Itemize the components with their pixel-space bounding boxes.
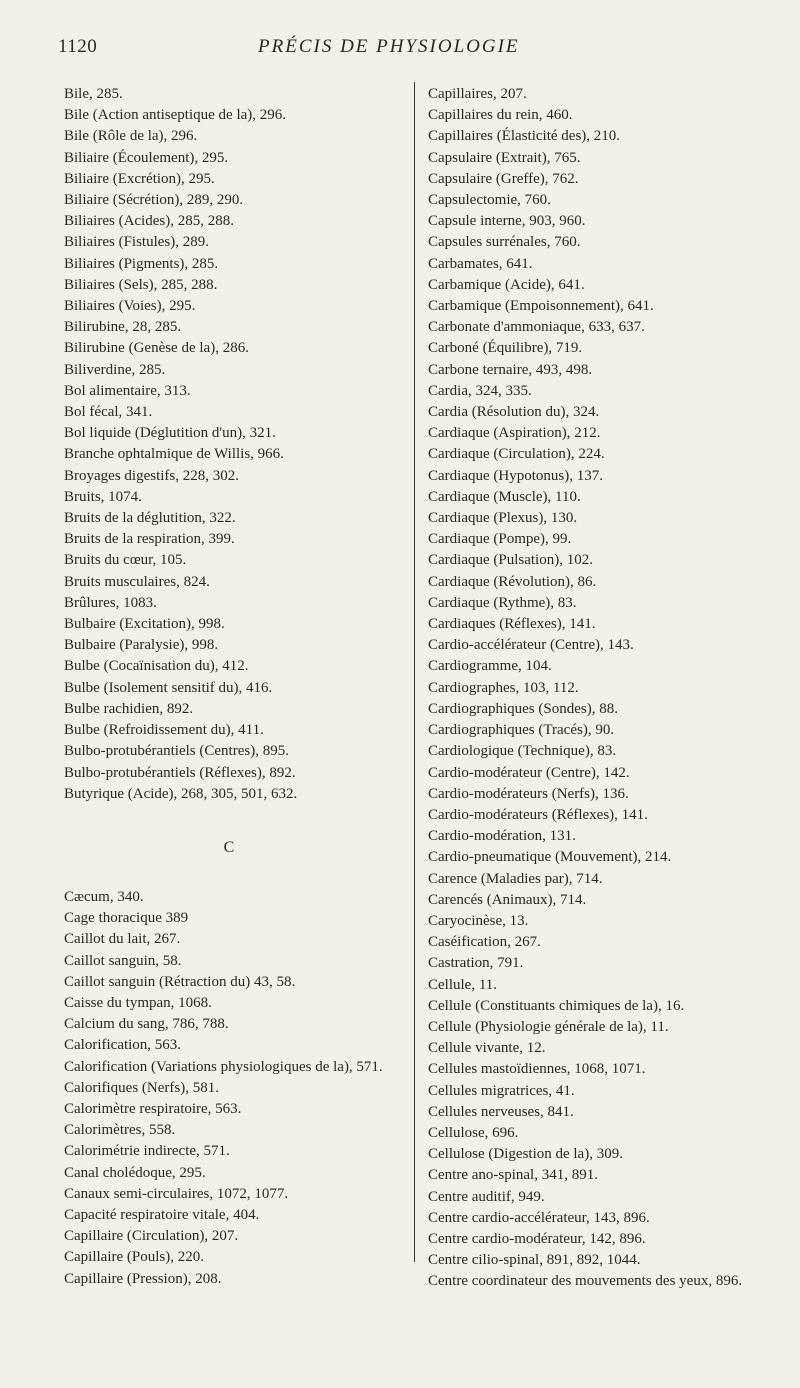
index-entry: Cellules nerveuses, 841. (428, 1103, 574, 1120)
index-entry: Caillot sanguin, 58. (64, 952, 182, 969)
index-entry: Bile (Action antiseptique de la), 296. (64, 107, 287, 124)
index-entry: Cardiaques (Réflexes), 141. (428, 616, 596, 633)
page-header (0, 36, 800, 64)
index-entry: Cellule, 11. (428, 976, 498, 993)
index-entry: Capacité respiratoire vitale, 404. (64, 1206, 260, 1223)
index-entry: Bile, 285. (64, 86, 123, 102)
index-entry: Capillaire (Pouls), 220. (64, 1249, 204, 1266)
index-entry: Bol fécal, 341. (64, 404, 153, 421)
index-entry: Carence (Maladies par), 714. (428, 870, 603, 887)
index-entry: Cardiologique (Technique), 83. (428, 743, 617, 760)
index-entry: Cæcum, 340. (64, 888, 144, 905)
index-entry: Calorimètres, 558. (64, 1122, 176, 1139)
index-entry: Cardiaque (Muscle), 110. (428, 488, 581, 505)
index-entry: Bulbo-protubérantiels (Centres), 895. (64, 743, 289, 760)
index-entry: Calorimètre respiratoire, 563. (64, 1100, 242, 1117)
index-entry: Biliaires (Pigments), 285. (64, 255, 219, 272)
index-entry: Cardiaque (Rythme), 83. (428, 594, 577, 611)
index-entry: Broyages digestifs, 228, 302. (64, 467, 239, 484)
index-entry: Cellule (Physiologie générale de la), 11. (428, 1018, 669, 1035)
index-entry: Capillaires, 207. (428, 86, 527, 102)
index-entry: Butyrique (Acide), 268, 305, 501, 632. (64, 785, 298, 802)
index-entry: Bruits musculaires, 824. (64, 573, 210, 590)
index-entry: Centre ano-spinal, 341, 891. (428, 1167, 598, 1184)
index-entry: Capillaires (Élasticité des), 210. (428, 128, 621, 145)
index-entry: Caséification, 267. (428, 934, 541, 951)
index-entry: Cardio-modérateur (Centre), 142. (428, 764, 630, 781)
index-entry: Bulbaire (Excitation), 998. (64, 616, 225, 633)
index-entry: Carbone ternaire, 493, 498. (428, 361, 593, 378)
index-entry: Biliaires (Sels), 285, 288. (64, 276, 218, 293)
index-entry: Caryocinèse, 13. (428, 912, 529, 929)
index-entry: Centre cilio-spinal, 891, 892, 1044. (428, 1252, 641, 1269)
index-entry: Cardiaque (Hypotonus), 137. (428, 467, 603, 484)
index-entry: Carbamates, 641. (428, 255, 533, 272)
index-entry: Cardio-accélérateur (Centre), 143. (428, 637, 634, 654)
index-entry: Calorifiques (Nerfs), 581. (64, 1079, 219, 1096)
index-entry: Capillaires du rein, 460. (428, 107, 573, 124)
index-entry: Cardiaque (Révolution), 86. (428, 573, 597, 590)
index-entry: Cardio-pneumatique (Mouvement), 214. (428, 849, 672, 866)
index-entry: Bol alimentaire, 313. (64, 382, 191, 399)
index-entry: Carencés (Animaux), 714. (428, 891, 587, 908)
index-entry: Cardio-modérateurs (Nerfs), 136. (428, 785, 629, 802)
index-entry: Cellulose, 696. (428, 1124, 519, 1141)
index-entry: Cellule vivante, 12. (428, 1040, 546, 1057)
index-entry: Biliaire (Excrétion), 295. (64, 170, 215, 187)
index-entry: Bilirubine, 28, 285. (64, 319, 182, 336)
index-entry: Cardiaque (Plexus), 130. (428, 510, 578, 527)
index-entries-right (428, 84, 773, 1293)
index-entry: Capsulaire (Greffe), 762. (428, 170, 579, 187)
index-entry: Biliaires (Voies), 295. (64, 298, 196, 315)
index-entry: Calcium du sang, 786, 788. (64, 1016, 229, 1033)
index-entry: Centre cardio-modérateur, 142, 896. (428, 1230, 646, 1247)
index-entry: Bulbe (Refroidissement du), 411. (64, 722, 264, 739)
index-entry: Brûlures, 1083. (64, 594, 157, 611)
index-entry: Capillaire (Circulation), 207. (64, 1228, 239, 1245)
index-entry: Cellules mastoïdiennes, 1068, 1071. (428, 1061, 646, 1078)
index-entry: Cardiographes, 103, 112. (428, 679, 579, 696)
index-entry: Canaux semi-circulaires, 1072, 1077. (64, 1185, 289, 1202)
running-title: PRÉCIS DE PHYSIOLOGIE (258, 36, 520, 57)
index-entry: Castration, 791. (428, 955, 524, 972)
index-entry: Cardia (Résolution du), 324. (428, 404, 600, 421)
index-entry: Branche ophtalmique de Willis, 966. (64, 446, 284, 463)
index-entry: Biliaire (Écoulement), 295. (64, 149, 229, 166)
index-entry: Cellulose (Digestion de la), 309. (428, 1146, 623, 1163)
index-entry: Cage thoracique 389 (64, 910, 189, 927)
index-entry: Cardio-modérateurs (Réflexes), 141. (428, 806, 648, 823)
index-entry: Bulbo-protubérantiels (Réflexes), 892. (64, 764, 296, 781)
index-entries-b (64, 84, 394, 805)
index-entry: Carbamique (Acide), 641. (428, 276, 585, 293)
index-entry: Biliaire (Sécrétion), 289, 290. (64, 192, 244, 209)
index-entry: Centre cardio-accélérateur, 143, 896. (428, 1209, 650, 1226)
index-entry: Bruits de la déglutition, 322. (64, 510, 236, 527)
index-entry: Carbamique (Empoisonnement), 641. (428, 298, 654, 315)
index-entry: Bulbe rachidien, 892. (64, 700, 194, 717)
index-entry: Biliaires (Acides), 285, 288. (64, 213, 234, 230)
index-entry: Cardia, 324, 335. (428, 382, 532, 399)
index-entry: Bruits du cœur, 105. (64, 552, 187, 569)
index-entry: Biliaires (Fistules), 289. (64, 234, 209, 251)
index-entry: Bulbaire (Paralysie), 998. (64, 637, 219, 654)
index-entry: Centre coordinateur des mouvements des yeux, 896. (428, 1273, 743, 1290)
index-entry: Capillaire (Pression), 208. (64, 1270, 222, 1287)
index-entry: Bol liquide (Déglutition d'un), 321. (64, 425, 276, 442)
index-entry: Biliverdine, 285. (64, 361, 166, 378)
index-entry: Bulbe (Isolement sensitif du), 416. (64, 679, 273, 696)
index-entry: Caillot du lait, 267. (64, 931, 181, 948)
index-entry: Bulbe (Cocaïnisation du), 412. (64, 658, 249, 675)
index-entry: Capsule interne, 903, 960. (428, 213, 586, 230)
page-number: 1120 (58, 36, 98, 57)
index-entry: Bile (Rôle de la), 296. (64, 128, 198, 145)
index-entry: Cardiaque (Aspiration), 212. (428, 425, 601, 442)
index-entry: Cardiaque (Pulsation), 102. (428, 552, 593, 569)
index-entry: Carbonate d'ammoniaque, 633, 637. (428, 319, 645, 336)
index-entry: Bruits, 1074. (64, 488, 142, 505)
index-entry: Calorimétrie indirecte, 571. (64, 1143, 230, 1160)
index-column-left (64, 84, 394, 1290)
index-entry: Calorification (Variations physiologiques de la), 571. (64, 1058, 383, 1075)
index-entry: Canal cholédoque, 295. (64, 1164, 206, 1181)
index-entries-c (64, 887, 394, 1290)
index-entry: Cardiographiques (Sondes), 88. (428, 700, 618, 717)
index-entry: Cardiographiques (Tracés), 90. (428, 722, 615, 739)
index-entry: Centre auditif, 949. (428, 1188, 545, 1205)
index-entry: Carboné (Équilibre), 719. (428, 340, 583, 357)
section-letter-c: C (223, 838, 235, 856)
index-entry: Capsules surrénales, 760. (428, 234, 581, 251)
index-entry: Capsulectomie, 760. (428, 192, 551, 209)
index-entry: Cardio-modération, 131. (428, 828, 576, 845)
index-entry: Cellule (Constituants chimiques de la), 16. (428, 997, 685, 1014)
index-entry: Cardiogramme, 104. (428, 658, 552, 675)
index-entry: Cardiaque (Circulation), 224. (428, 446, 605, 463)
index-entry: Cellules migratrices, 41. (428, 1082, 575, 1099)
index-entry: Bruits de la respiration, 399. (64, 531, 235, 548)
index-entry: Calorification, 563. (64, 1037, 182, 1054)
index-column-right (428, 84, 773, 1293)
index-entry: Cardiaque (Pompe), 99. (428, 531, 572, 548)
index-entry: Capsulaire (Extrait), 765. (428, 149, 581, 166)
index-entry: Caisse du tympan, 1068. (64, 994, 212, 1011)
column-divider (414, 82, 415, 1262)
index-entry: Caillot sanguin (Rétraction du) 43, 58. (64, 973, 296, 990)
index-entry: Bilirubine (Genèse de la), 286. (64, 340, 249, 357)
